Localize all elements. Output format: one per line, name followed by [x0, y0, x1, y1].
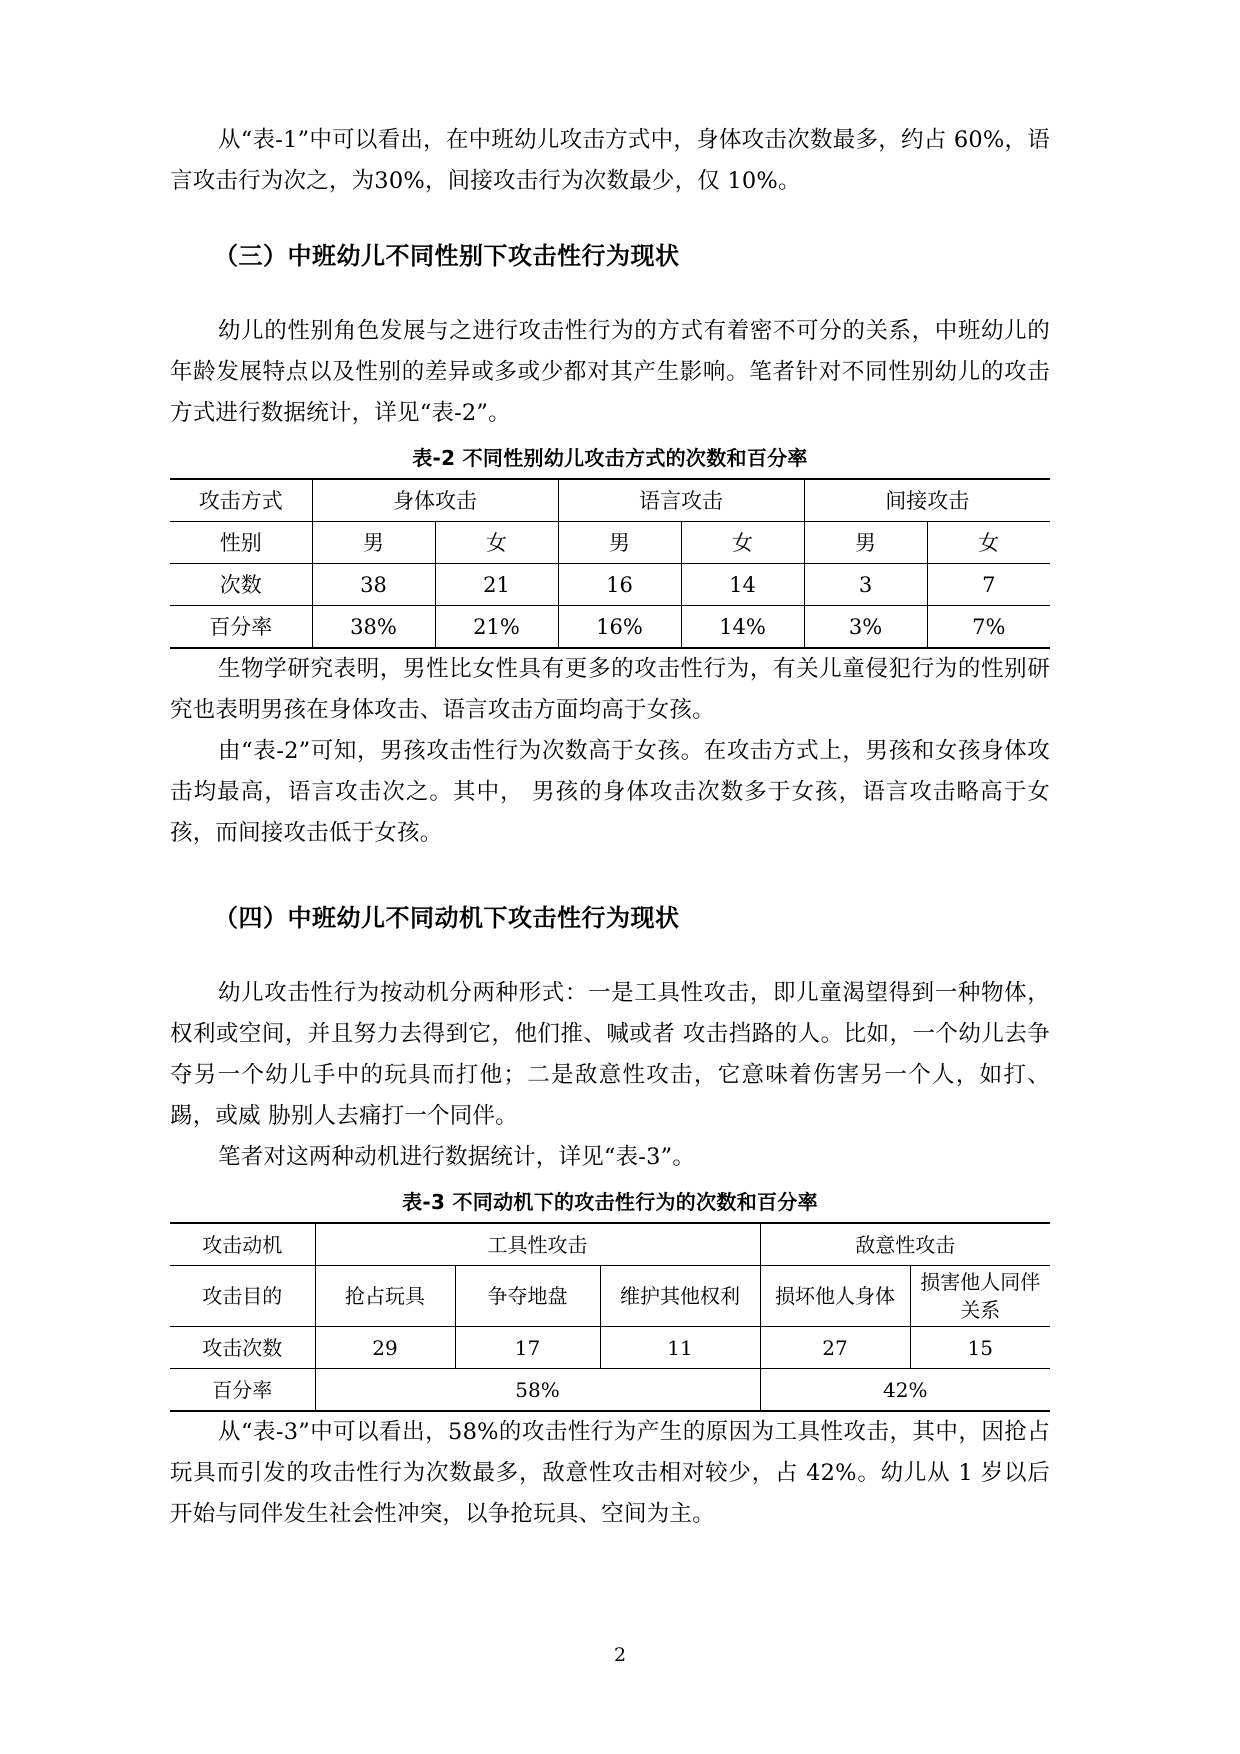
table3-row1-label: 攻击动机: [170, 1223, 315, 1266]
table2-row2-label: 性别: [170, 522, 312, 564]
table3-cell: 17: [455, 1327, 600, 1369]
paragraph-after-table2-b: 由“表-2”可知，男孩攻击性行为次数高于女孩。在攻击方式上，男孩和女孩身体攻击均最高，语言攻击次之。其中， 男孩的身体攻击次数多于女孩，语言攻击略高于女孩，而间接攻击低于女孩。: [170, 738, 1050, 846]
table2-cell: 16: [558, 564, 681, 606]
table2-cell: 男: [312, 522, 435, 564]
spacer: [170, 434, 1050, 442]
table3-cell: 11: [600, 1327, 760, 1369]
table3-cell: 抢占玩具: [315, 1266, 455, 1327]
paragraph-intro: 从“表-1”中可以看出，在中班幼儿攻击方式中，身体攻击次数最多，约占 60%，语言攻击行为次之，为30%，间接攻击行为次数最少，仅 10%。: [170, 127, 1050, 194]
paragraph-after-table2-a: 生物学研究表明，男性比女性具有更多的攻击性行为，有关儿童侵犯行为的性别研究也表明男孩在身体攻击、语言攻击方面均高于女孩。: [170, 656, 1050, 723]
spacer: [170, 202, 1050, 236]
table3-cell: 29: [315, 1327, 455, 1369]
table2-cell: 7%: [927, 606, 1050, 649]
table2-group-indirect: 间接攻击: [804, 479, 1050, 522]
table3-cell: 15: [910, 1327, 1050, 1369]
table3-cell: 争夺地盘: [455, 1266, 600, 1327]
table3-group-hostile: 敌意性攻击: [760, 1223, 1050, 1266]
table3-cell: 损害他人同伴关系: [910, 1266, 1050, 1327]
page-number: 2: [613, 1644, 627, 1666]
table2-cell: 3: [804, 564, 927, 606]
table2-cell: 男: [804, 522, 927, 564]
table2-cell: 21: [435, 564, 558, 606]
page-content: [170, 120, 1050, 1535]
spacer: [170, 1178, 1050, 1186]
table3-percent-instrumental: 58%: [315, 1369, 760, 1412]
table3-row4-label: 百分率: [170, 1369, 315, 1412]
table2-cell: 女: [681, 522, 804, 564]
table2-row4-label: 百分率: [170, 606, 312, 649]
paragraph-before-table3: 笔者对这两种动机进行数据统计，详见“表-3”。: [218, 1144, 696, 1170]
table-row: [170, 564, 1050, 606]
spacer: [170, 854, 1050, 898]
spacer: [170, 939, 1050, 973]
table-row: [170, 1369, 1050, 1412]
table-row: [170, 1327, 1050, 1369]
table2-cell: 38: [312, 564, 435, 606]
table2-cell: 女: [927, 522, 1050, 564]
table3-row2-label: 攻击目的: [170, 1266, 315, 1327]
table3-row3-label: 攻击次数: [170, 1327, 315, 1369]
table-row: [170, 479, 1050, 522]
table2-cell: 7: [927, 564, 1050, 606]
table2-row1-label: 攻击方式: [170, 479, 312, 522]
table-row: [170, 1223, 1050, 1266]
table2-cell: 14: [681, 564, 804, 606]
table2-group-verbal: 语言攻击: [558, 479, 804, 522]
table2-caption: 表-2 不同性别幼儿攻击方式的次数和百分率: [412, 446, 808, 470]
paragraph-section-four-body: 幼儿攻击性行为按动机分两种形式：一是工具性攻击，即儿童渴望得到一种物体，权利或空间，并且努力去得到它，他们推、喊或者 攻击挡路的人。比如，一个幼儿去争夺另一个幼儿手中的玩具而打他；二是敌意性攻击，它意味着伤害另一个人，如打、踢，或威 胁别人去痛打一个同伴。: [170, 980, 1050, 1129]
heading-section-three: （三）中班幼儿不同性别下攻击性行为现状: [214, 242, 680, 270]
table2-group-physical: 身体攻击: [312, 479, 558, 522]
table-row: [170, 522, 1050, 564]
heading-section-four: （四）中班幼儿不同动机下攻击性行为现状: [214, 904, 680, 932]
table3-cell: 27: [760, 1327, 910, 1369]
paragraph-after-table3: 从“表-3”中可以看出，58%的攻击性行为产生的原因为工具性攻击，其中，因抢占玩具而引发的攻击性行为次数最多，敌意性攻击相对较少，占 42%。幼儿从 1 岁以后开始与同伴发生社会性冲突，以争抢玩具、空间为主。: [170, 1419, 1050, 1527]
table2-cell: 21%: [435, 606, 558, 649]
table3-caption: 表-3 不同动机下的攻击性行为的次数和百分率: [402, 1190, 818, 1214]
table2-cell: 16%: [558, 606, 681, 649]
table-3: [170, 1222, 1050, 1412]
table-row: [170, 606, 1050, 649]
table3-cell: 维护其他权利: [600, 1266, 760, 1327]
table-2: [170, 478, 1050, 649]
table2-cell: 38%: [312, 606, 435, 649]
table3-group-instrumental: 工具性攻击: [315, 1223, 760, 1266]
table3-percent-hostile: 42%: [760, 1369, 1050, 1412]
spacer: [170, 277, 1050, 311]
table-row: [170, 1266, 1050, 1327]
table2-cell: 女: [435, 522, 558, 564]
table2-cell: 3%: [804, 606, 927, 649]
table2-cell: 14%: [681, 606, 804, 649]
table2-cell: 男: [558, 522, 681, 564]
paragraph-section-three-body: 幼儿的性别角色发展与之进行攻击性行为的方式有着密不可分的关系，中班幼儿的年龄发展特点以及性别的差异或多或少都对其产生影响。笔者针对不同性别幼儿的攻击方式进行数据统计，详见“表-2”。: [170, 318, 1050, 426]
table3-cell: 损坏他人身体: [760, 1266, 910, 1327]
table2-row3-label: 次数: [170, 564, 312, 606]
